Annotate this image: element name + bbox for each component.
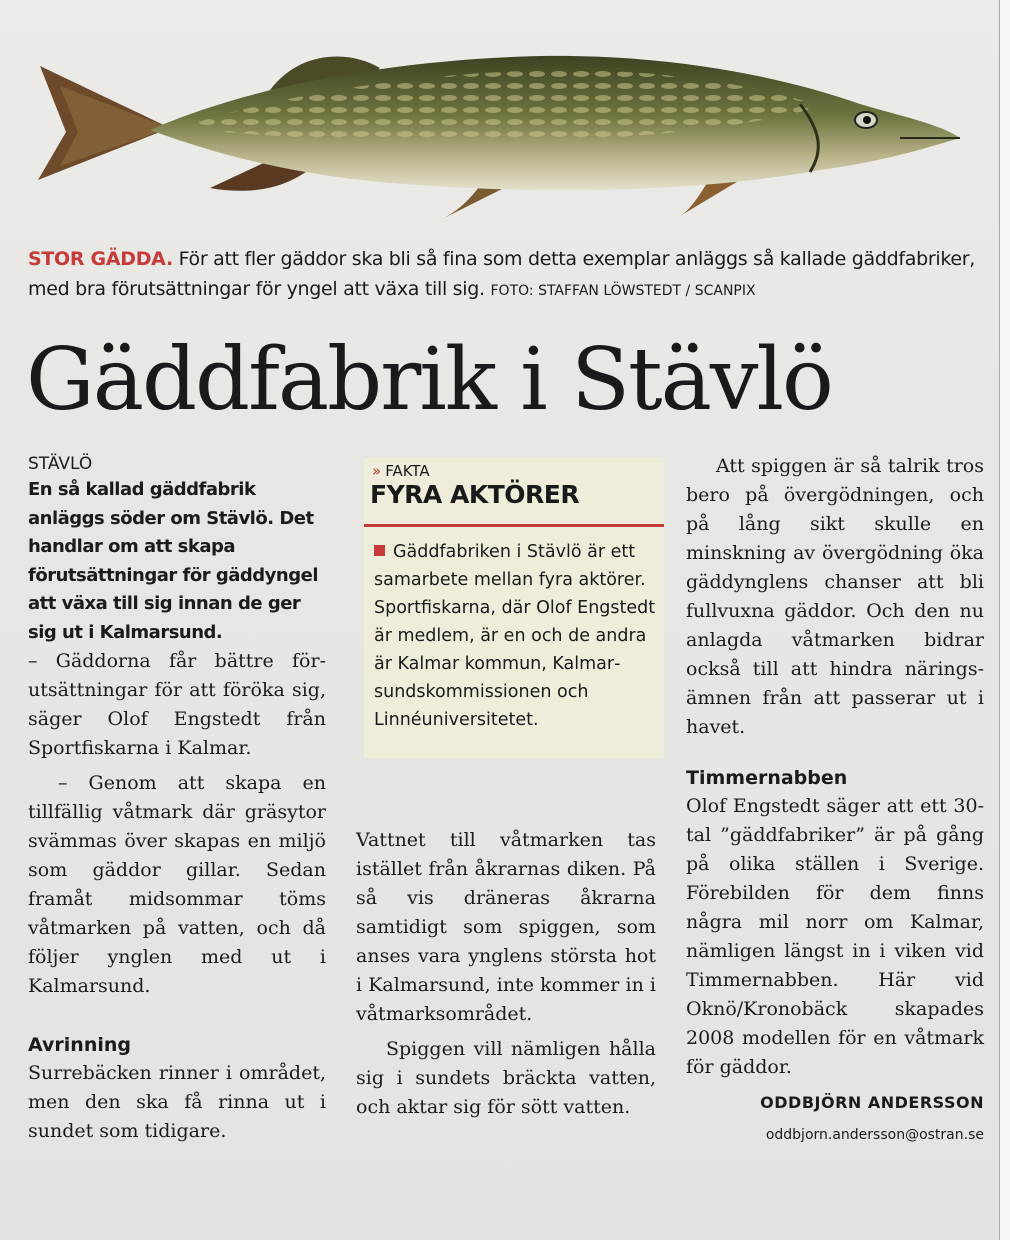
lead-paragraph: En så kallad gäddfabrik anläggs söder om Stävlö. Det handlar om att skapa förutsättningar för gäddyngel att växa till sig innan de ger sig ut i Kalmarsund. bbox=[28, 479, 318, 643]
column-2 bbox=[356, 826, 656, 1122]
paragraph: Spiggen vill nämligen hålla sig i sundets bräckta vatten, och aktar sig för sött vatten. bbox=[356, 1038, 656, 1118]
fact-label-text: FAKTA bbox=[385, 462, 430, 480]
chevron-icon: » bbox=[372, 462, 382, 480]
fact-body bbox=[374, 538, 660, 734]
paragraph: Olof Engstedt säger att ett 30-tal ”gäddfabriker” är på gång på olika ställen i Sverige. Förebilden för dem finns några mil norr om Kalmar, nämligen längst in i viken vid Timmernabben. Här vid Oknö/Kronobäck skapades 2008 modellen för en våtmark för gäddor. bbox=[686, 795, 984, 1078]
author-email: oddbjorn.andersson@ostran.se bbox=[765, 1127, 984, 1143]
byline: ODDBJÖRN ANDERSSON bbox=[760, 1093, 984, 1112]
paragraph: – Gäddorna får bättre förutsättningar för att föröka sig, säger Olof Engstedt från Sportfiskarna i Kalmar. bbox=[28, 650, 326, 759]
paragraph: Att spiggen är så talrik tros bero på övergödningen, och på lång sikt skulle en minskning av övergödning öka gäddynglens chanser att bli fullvuxna gäddor. Och den nu anlagda våtmarken bidrar också till att hindra näringsämnen från att passerar ut i havet. bbox=[686, 455, 984, 738]
photo-credit: FOTO: STAFFAN LÖWSTEDT / SCANPIX bbox=[490, 283, 756, 299]
paragraph: Surrebäcken rinner i området, men den ska få rinna ut i sundet som tidigare. bbox=[28, 1062, 326, 1142]
subhead-avrinning: Avrinning bbox=[28, 1034, 131, 1056]
caption-kicker: STOR GÄDDA. bbox=[28, 248, 173, 270]
pike-photo bbox=[20, 20, 980, 230]
caption-text: För att fler gäddor ska bli så fina som detta exemplar anläggs så kallade gäddfabriker, med bra förutsättningar för yngel att växa till sig. bbox=[28, 248, 975, 300]
fact-title: FYRA AKTÖRER bbox=[370, 480, 580, 509]
subhead-timmernabben: Timmernabben bbox=[686, 767, 848, 789]
fact-body-text: Gäddfabriken i Stävlö är ett samarbete mellan fyra aktörer. Sportfiskarna, där Olof Engstedt är medlem, är en och de andra är Kalmar kommun, Kalmarsundskommissionen och Linnéuniversitetet. bbox=[374, 542, 656, 730]
fact-box bbox=[364, 458, 664, 758]
column-1 bbox=[28, 452, 326, 1146]
bullet-square-icon bbox=[374, 545, 385, 556]
fact-divider bbox=[364, 524, 664, 527]
paragraph: Vattnet till våtmarken tas istället från åkrarnas diken. På så vis dräneras åkrarna samtidigt som spiggen, som anses vara ynglens största hot i Kalmarsund, inte kommer in i våtmarksområdet. bbox=[356, 829, 656, 1025]
headline: Gäddfabrik i Stävlö bbox=[26, 330, 832, 430]
paragraph: – Genom att skapa en tillfällig våtmark där gräsytor svämmas över skapas en miljö som gäddor gillar. Sedan framåt midsommar töms våtmarken på vatten, och då följer ynglen med ut i Kalmarsund. bbox=[28, 772, 326, 997]
scan-edge bbox=[999, 0, 1010, 1240]
photo-caption bbox=[28, 244, 978, 306]
dateline: STÄVLÖ bbox=[28, 454, 93, 474]
column-3 bbox=[686, 452, 984, 1150]
fact-label bbox=[372, 462, 430, 480]
